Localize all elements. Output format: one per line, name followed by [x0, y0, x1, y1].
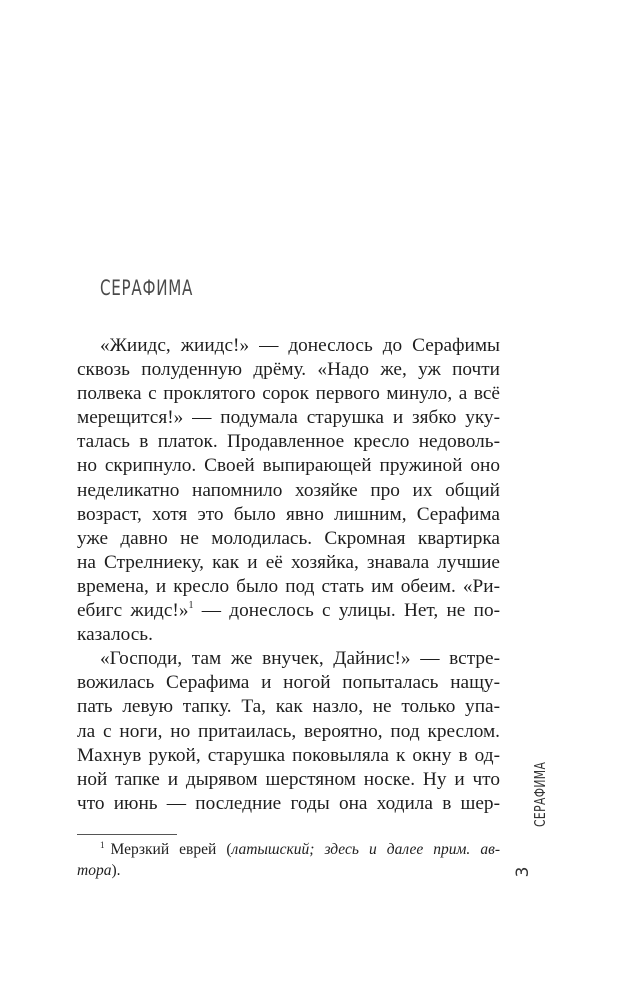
text-line: неделикатно напомнило хозяйке про их общий	[77, 479, 500, 501]
chapter-title: СЕРАФИМА	[100, 276, 194, 300]
footnote-line	[77, 861, 500, 882]
text-line: ла с ноги, но притаилась, вероятно, под креслом.	[77, 720, 500, 742]
text-fragment: ебигс жидс!»	[77, 600, 189, 622]
text-line: Махнув рукой, старушка поковыляла к окну в од-	[77, 744, 500, 766]
footnote-italic-text: тора	[77, 861, 112, 879]
text-line: сквозь полуденную дрёму. «Надо же, уж почти	[77, 359, 500, 381]
footnote-italic-text: латышский; здесь и далее прим. ав-	[231, 841, 500, 858]
text-line: времена, и кресло было под стать им обеим. «Ри-	[77, 575, 500, 597]
text-line: талась в платок. Продавленное кресло недоволь-	[77, 431, 500, 453]
text-line: казалось.	[77, 624, 153, 646]
text-line: полвека с проклятого сорок первого минуло, а всё	[77, 383, 500, 405]
text-line: «Жиидс, жиидс!» — донеслось до Серафимы	[100, 335, 500, 356]
text-line: ной тапке и дырявом шерстяном носке. Ну и что	[77, 768, 500, 790]
text-fragment: — донеслось с улицы. Нет, не по-	[193, 600, 501, 622]
text-line: «Господи, там же внучек, Дайнис!» — встре-	[100, 648, 500, 670]
footnote-line	[77, 840, 500, 861]
footnote-text: ).	[111, 861, 121, 879]
text-line: мерещится!» — подумала старушка и зябко уку-	[77, 407, 500, 429]
text-line: но скрипнуло. Своей выпирающей пружиной оно	[77, 455, 500, 477]
text-line: уже давно не молодилась. Скромная квартирка	[77, 527, 500, 549]
text-line: возраст, хотя это было явно лишним, Серафима	[77, 503, 500, 525]
footnote	[77, 840, 500, 881]
footnote-text: Мерзкий еврей (	[110, 841, 232, 858]
text-line: что июнь — последние годы она ходила в шер-	[77, 792, 500, 814]
text-line-with-footnote-ref	[77, 599, 500, 623]
text-line: пать левую тапку. Та, как назло, не только упа-	[77, 696, 500, 718]
footnote-reference[interactable]: 1	[188, 600, 194, 612]
text-line: вожилась Серафима и ногой попыталась нащу-	[77, 672, 500, 694]
footnote-number: 1	[100, 840, 105, 850]
running-head: СЕРАФИМА	[531, 761, 549, 827]
page-number: 3	[513, 866, 533, 878]
text-line: на Стрелниеку, как и её хозяйка, знавала лучшие	[77, 551, 500, 573]
footnote-divider	[77, 834, 177, 835]
body-text	[77, 334, 500, 816]
